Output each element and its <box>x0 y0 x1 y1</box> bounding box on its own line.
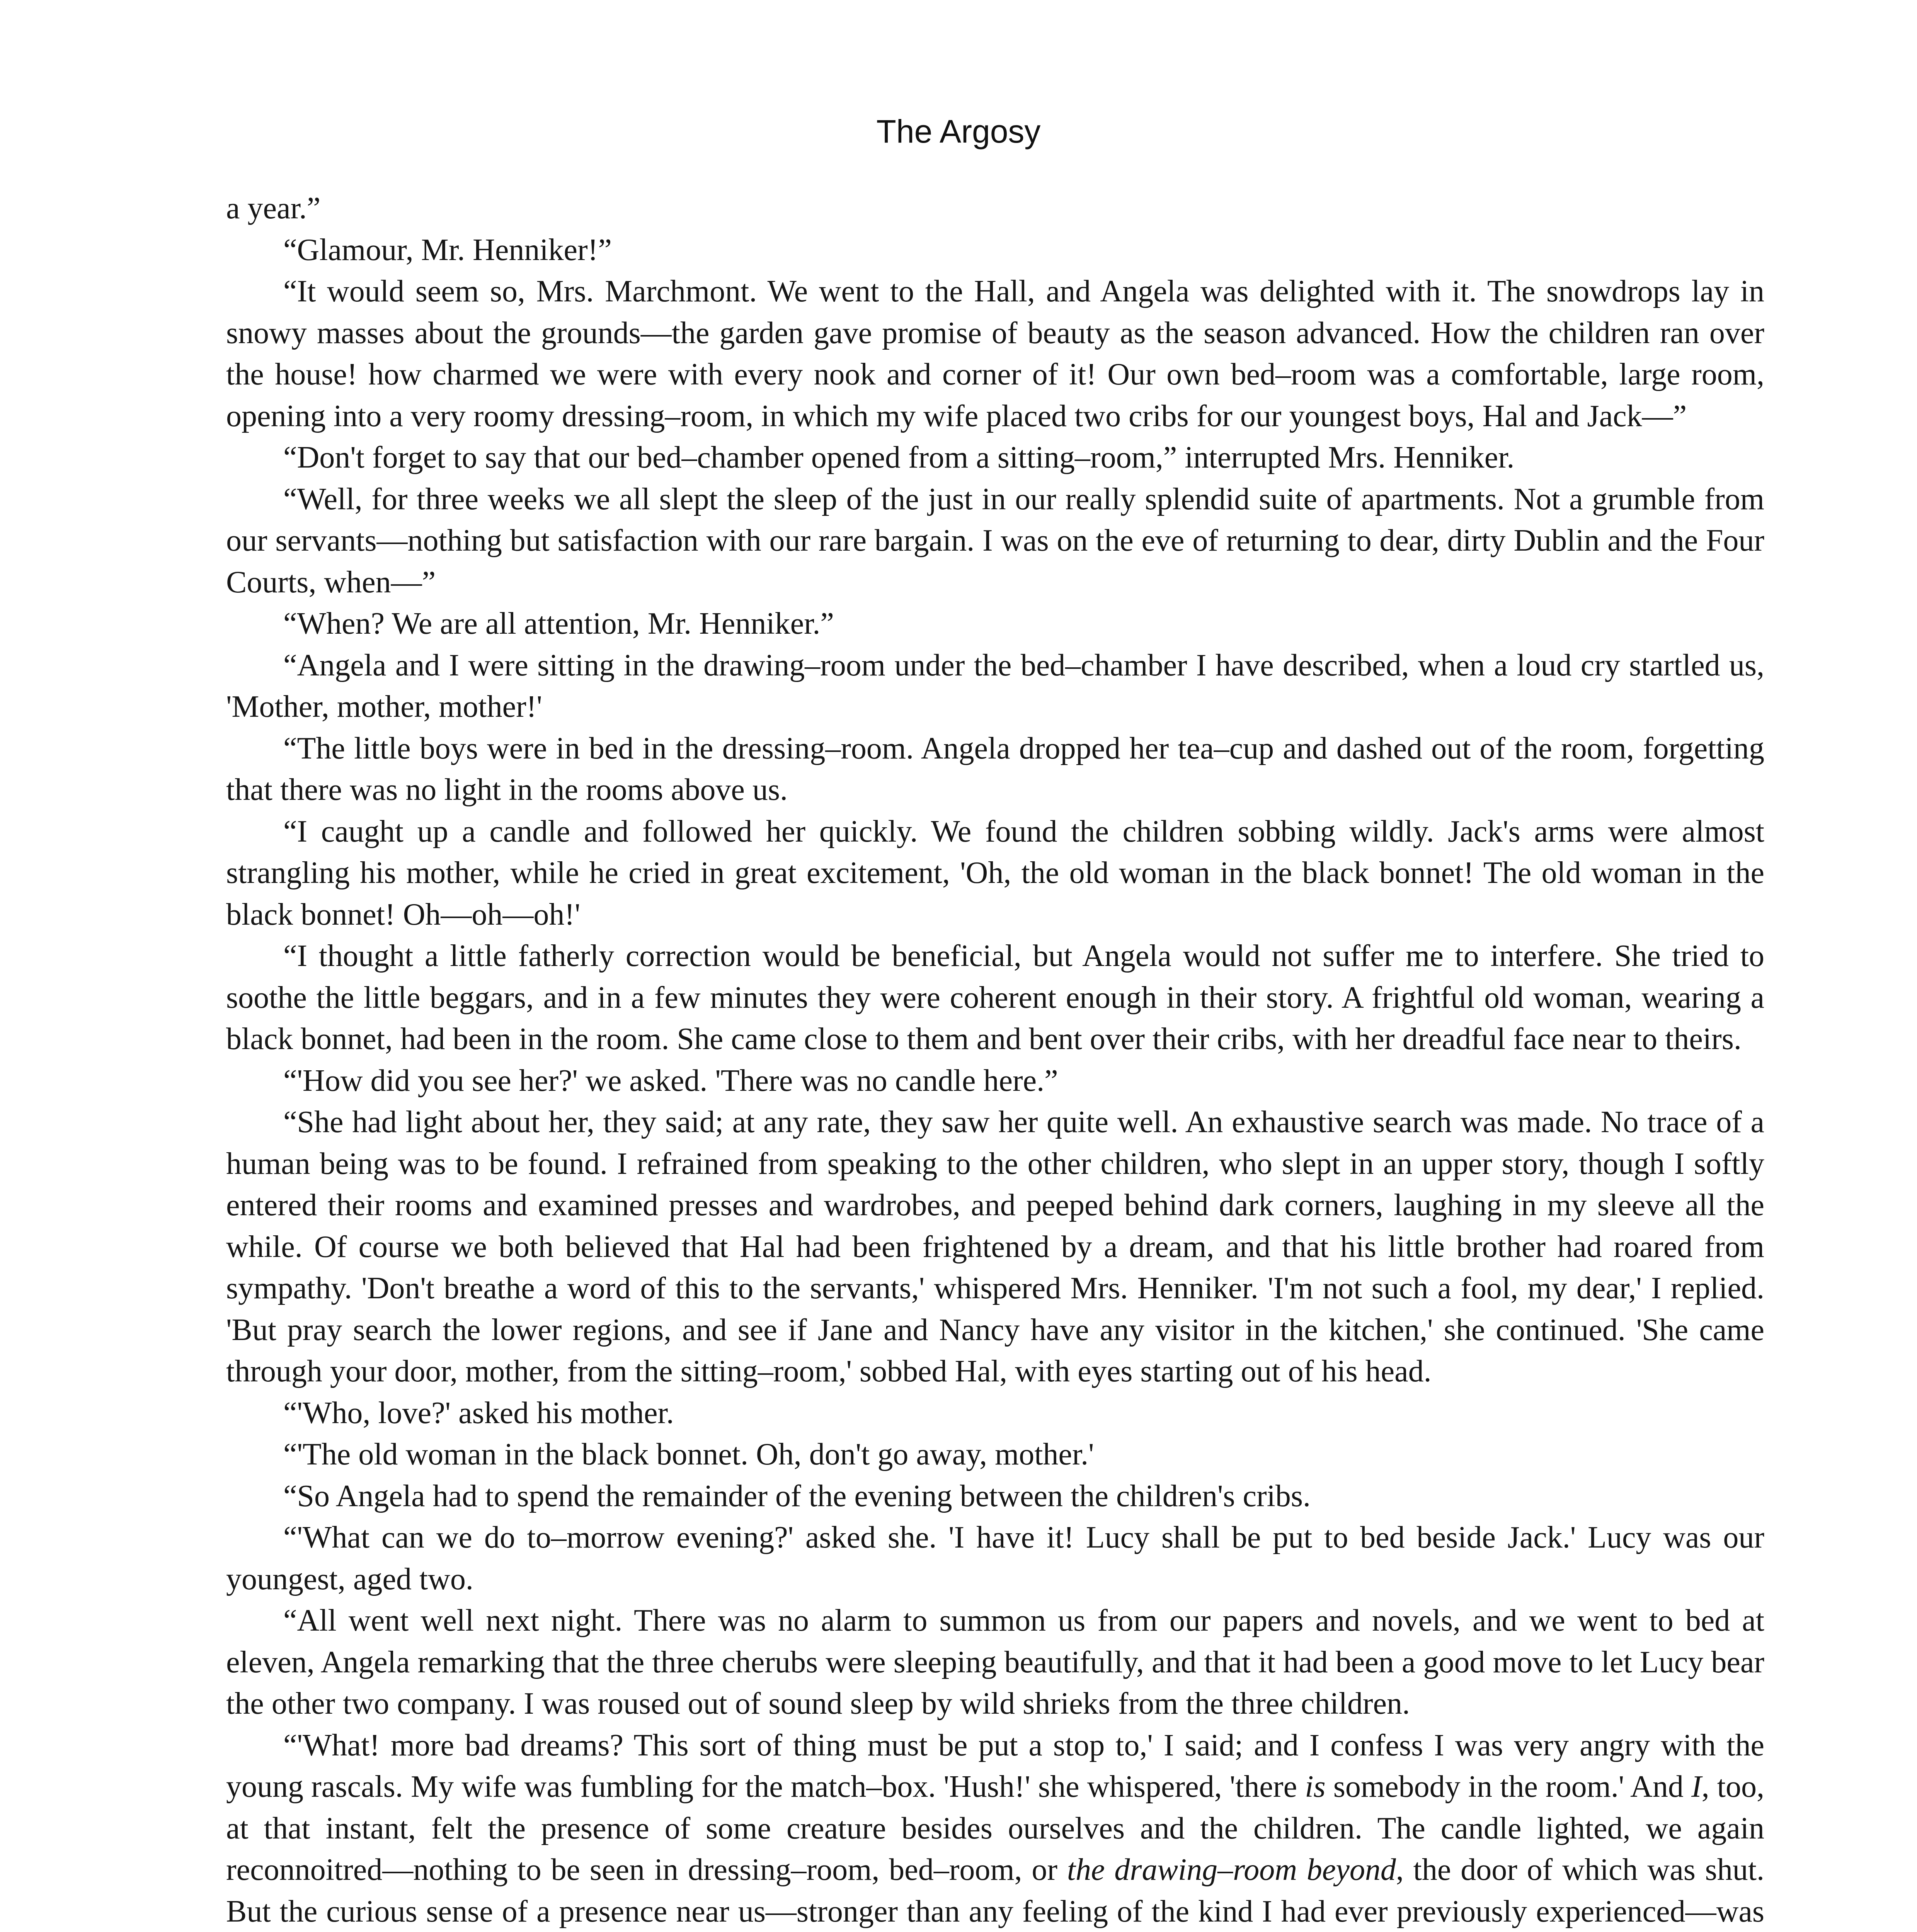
paragraph: “So Angela had to spend the remainder of the evening between the children's cribs. <box>283 1479 1311 1513</box>
italic-run: I <box>1691 1770 1702 1804</box>
paragraph: “When? We are all attention, Mr. Henniker.” <box>283 607 834 641</box>
paragraph: “'The old woman in the black bonnet. Oh, don't go away, mother.' <box>283 1437 1094 1471</box>
paragraph: “I thought a little fatherly correction would be beneficial, but Angela would not suffer me to interfere. She tried to soothe the little beggars, and in a few minutes they were coherent enough in their story. A frightful old woman, wearing a black bonnet, had been in the room. She came close to them and bent over their cribs, with her dreadful face near to theirs. <box>226 939 1764 1056</box>
publication-title: The Argosy <box>876 113 1041 150</box>
paragraph: “The little boys were in bed in the dressing–room. Angela dropped her tea–cup and dashed out of the room, forgetting that there was no light in the rooms above us. <box>226 731 1764 807</box>
text-run: , too, at that instant, felt the presence of some creature besides ourselves and the children. The candle lighted, we again reconnoitred—nothing to be seen in dressing–room, bed–room, or <box>226 1770 1765 1887</box>
paragraph: “It would seem so, Mrs. Marchmont. We went to the Hall, and Angela was delighted with it. The snowdrops lay in snowy masses about the grounds—the garden gave promise of beauty as the season advanced. How the children ran over the house! how charmed we were with every nook and corner of it! Our own bed–room was a comfortable, large room, opening into a very roomy dressing–room, in which my wife placed two cribs for our youngest boys, Hal and Jack—” <box>226 274 1764 433</box>
paragraph: “All went well next night. There was no alarm to summon us from our papers and novels, and we went to bed at eleven, Angela remarking that the three cherubs were sleeping beautifully, and that it had been a good move to let Lucy bear the other two company. I was roused out of sound sleep by wild shrieks from the three children. <box>226 1604 1764 1721</box>
paragraph: “'What can we do to–morrow evening?' asked she. 'I have it! Lucy shall be put to bed beside Jack.' Lucy was our youngest, aged two. <box>226 1520 1764 1596</box>
paragraph: “Angela and I were sitting in the drawing–room under the bed–chamber I have described, when a loud cry startled us, 'Mother, mother, mother!' <box>226 648 1764 724</box>
paragraph: “Glamour, Mr. Henniker!” <box>283 233 612 267</box>
paragraph: “I caught up a candle and followed her quickly. We found the children sobbing wildly. Jack's arms were almost strangling his mother, while he cried in great excitement, 'Oh, the old woman in the black bonnet! The old woman in the black bonnet! Oh—oh—oh!' <box>226 814 1764 932</box>
paragraph: a year.” <box>226 191 321 225</box>
paragraph-with-italics <box>226 1725 1764 1932</box>
paragraph: “She had light about her, they said; at any rate, they saw her quite well. An exhaustive search was made. No trace of a human being was to be found. I refrained from speaking to the other children, who slept in an upper story, though I softly entered their rooms and examined presses and wardrobes, and peeped behind dark corners, laughing in my sleeve all the while. Of course we both believed that Hal had been frightened by a dream, and that his little brother had roared from sympathy. 'Don't breathe a word of this to the servants,' whispered Mrs. Henniker. 'I'm not such a fool, my dear,' I replied. 'But pray search the lower regions, and see if Jane and Nancy have any visitor in the kitchen,' she continued. 'She came through your door, mother, from the sitting–room,' sobbed Hal, with eyes starting out of his head. <box>226 1105 1764 1388</box>
paragraph: “Don't forget to say that our bed–chamber opened from a sitting–room,” interrupted Mrs. Henniker. <box>283 440 1515 474</box>
text-run: , the door of which was shut. But the curious sense of a presence near us—stronger than any feeling of the kind I had ever previously experienced—was <box>226 1853 1765 1929</box>
italic-run: the drawing–room beyond <box>1067 1853 1396 1887</box>
text-run: somebody in the room.' And <box>1325 1770 1691 1804</box>
italic-run: is <box>1305 1770 1326 1804</box>
running-header <box>0 112 1917 151</box>
paragraph: “'Who, love?' asked his mother. <box>283 1396 674 1430</box>
page-body <box>226 188 1764 1932</box>
paragraph: “'How did you see her?' we asked. 'There was no candle here.” <box>283 1063 1058 1098</box>
paragraph: “Well, for three weeks we all slept the sleep of the just in our really splendid suite of apartments. Not a grumble from our servants—nothing but satisfaction with our rare bargain. I was on the eve of returning to dear, dirty Dublin and the Four Courts, when—” <box>226 482 1764 599</box>
text-run: “'What! more bad dreams? This sort of thing must be put a stop to,' I said; and I confess I was very angry with the young rascals. My wife was fumbling for the match–box. 'Hush!' she whispered, 'there <box>226 1728 1764 1804</box>
